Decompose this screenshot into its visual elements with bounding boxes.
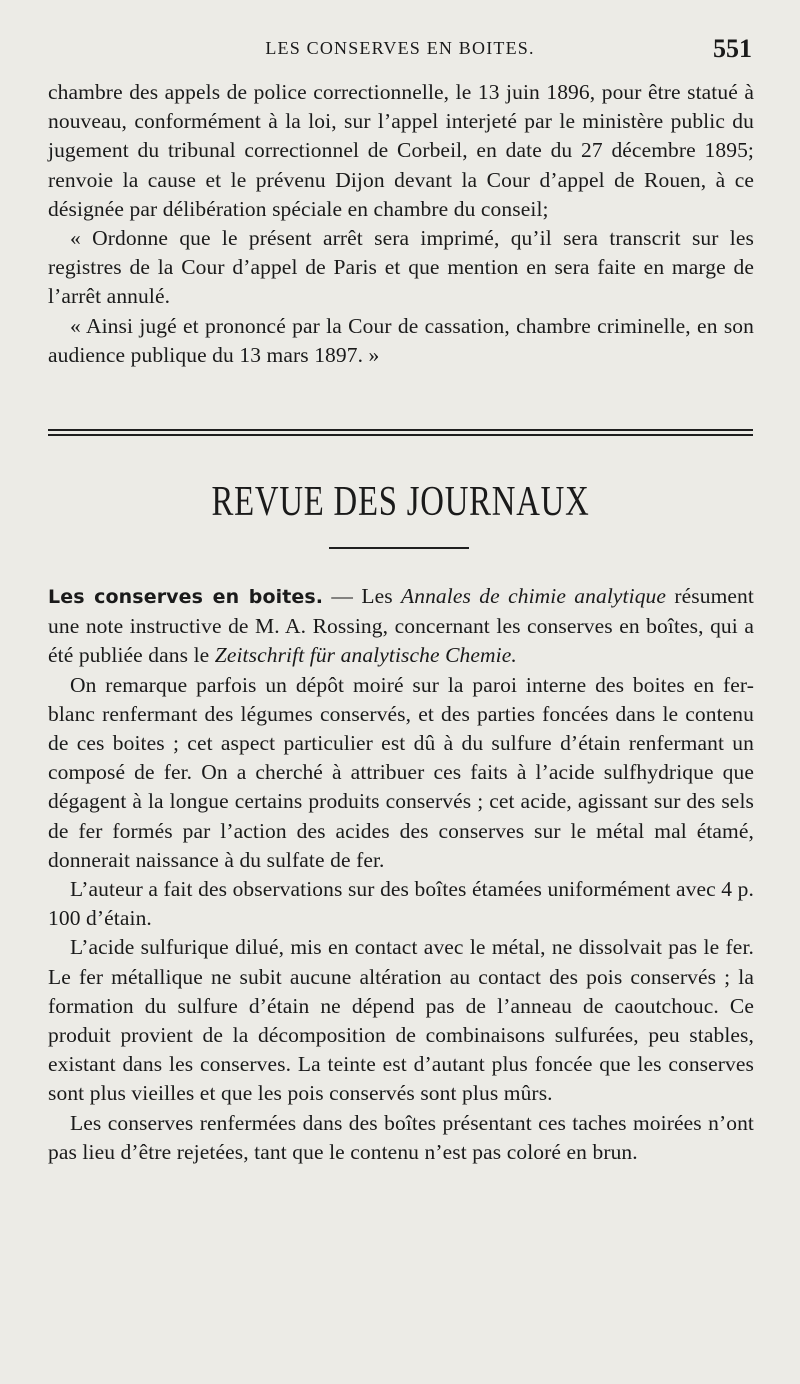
article-lead-paragraph [48,582,754,671]
article [48,582,754,1167]
running-title: LES CONSERVES EN BOITES. [265,38,535,58]
paragraph: On remarque parfois un dépôt moiré sur la paroi interne des boites en fer-blanc renfermant des légumes conservés, et des parties foncées dans le contenu de ces boites ; cet aspect particulier est dû à du sulfure d’étain renfermant un composé de fer. On a cherché à attribuer ces faits à l’acide sulfhydrique que dégagent à la longue certains produits conservés ; cet acide, agissant sur des sels de fer formés par l’action des acides des conserves sur le métal mal étamé, donnerait naissance à du sulfate de fer. [48,672,754,872]
section-heading: REVUE DES JOURNAUX [211,479,590,525]
journal-name: Zeitschrift für analytische Chemie. [214,643,517,668]
page-header [48,36,752,66]
lead-text: résument une note instructive de M. A. Rossing, concernant les conserves en boîtes, qui a été publiée dans le [48,584,754,668]
paragraph: chambre des appels de police correctionnelle, le 13 juin 1896, pour être statué à nouveau, conformément à la loi, sur l’appel interjeté par le ministère public du jugement du tribunal correctionnel de Corbeil, en date du 27 décembre 1895; renvoie la cause et le prévenu Dijon devant la Cour d’appel de Rouen, à ce désignée par délibération spéciale en chambre du conseil; [48,80,754,221]
paragraph: L’acide sulfurique dilué, mis en contact avec le métal, ne dissolvait pas le fer. Le fer métallique ne subit aucune altération au contact des pois conservés ; la formation du sulfure d’étain ne dépend pas de l’anneau de caoutchouc. Ce produit provient de la décomposition de combinaisons sulfurées, peu stables, existant dans les conserves. La teinte est d’autant plus foncée que les conserves sont plus vieilles et que les pois conservés sont plus mûrs. [48,935,754,1106]
paragraph: « Ordonne que le présent arrêt sera imprimé, qu’il sera transcrit sur les registres de la Cour d’appel de Paris et que mention en sera faite en marge de l’arrêt annulé. [48,226,754,309]
journal-name: Annales de chimie analytique [401,584,667,608]
title-dash: — [323,584,362,608]
judgment-conclusion [48,78,754,370]
paragraph: Les conserves renfermées dans des boîtes présentant ces taches moirées n’ont pas lieu d’être rejetées, tant que le contenu n’est pas coloré en brun. [48,1110,754,1164]
paragraph: « Ainsi jugé et prononcé par la Cour de cassation, chambre criminelle, en son audience publique du 13 mars 1897. » [48,313,754,367]
article-title: Les conserves en boites. [48,586,324,608]
paragraph: L’auteur a fait des observations sur des boîtes étamées uniformément avec 4 p. 100 d’étain. [48,877,754,931]
heading-underline [329,547,469,549]
lead-text: Les [361,584,401,608]
section-divider [48,429,753,436]
page-number: 551 [713,34,752,63]
